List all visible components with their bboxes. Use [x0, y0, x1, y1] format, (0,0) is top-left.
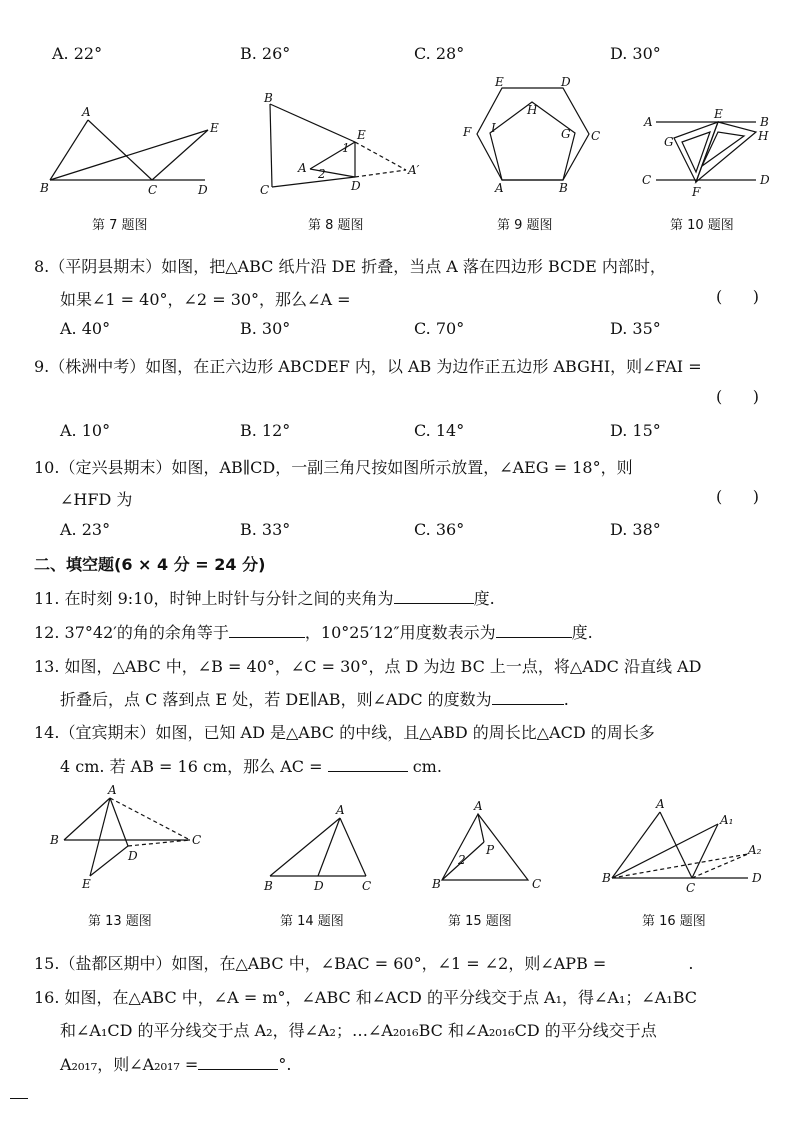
f15-label-b: B: [432, 877, 441, 891]
f9-label-d: D: [561, 75, 571, 89]
f8-line-be: [270, 104, 355, 142]
figure-9: [455, 75, 605, 198]
q9-option-b: B. 12°: [240, 421, 291, 440]
q15-text: 15.（盐都区期中）如图，在△ABC 中，∠BAC = 60°，∠1 = ∠2，则∠APB =: [34, 954, 607, 973]
f13-line-ad: [110, 798, 128, 846]
figure-14: [260, 803, 390, 896]
q10-option-b: B. 33°: [240, 520, 291, 539]
f16-label-a1: A₁: [720, 813, 734, 827]
f13-label-c: C: [192, 833, 202, 847]
q11-suffix: 度.: [473, 589, 495, 608]
f7-label-a: A: [82, 105, 91, 119]
f16-label-b: B: [602, 871, 611, 885]
f10-triangle-ruler-2: [696, 122, 756, 182]
f8-line-ad: [310, 169, 355, 177]
f8-label-a: A: [298, 161, 307, 175]
f10-label-c: C: [642, 173, 652, 187]
f16-line-ba1: [612, 824, 718, 878]
f10-label-b: B: [760, 115, 769, 129]
f13-label-e: E: [82, 877, 91, 891]
f9-label-h: H: [527, 103, 538, 117]
f7-label-b: B: [40, 181, 49, 195]
f10-label-g: G: [664, 135, 674, 149]
f8-label-c: C: [260, 183, 270, 197]
q9-option-a: A. 10°: [60, 421, 111, 440]
q11-text: 11. 在时刻 9:10，时钟上时针与分针之间的夹角为: [34, 589, 394, 608]
f9-label-e: E: [495, 75, 504, 89]
f16-label-a2: A₂: [748, 843, 762, 857]
f14-label-b: B: [264, 879, 273, 893]
q16-suffix: °.: [278, 1055, 292, 1074]
figure-8: [258, 92, 428, 202]
q10-option-c: C. 36°: [414, 520, 465, 539]
q13-line2: [60, 687, 569, 710]
section-2-heading: 二、填空题(6 × 4 分 = 24 分): [34, 555, 266, 574]
f15-triangle-abc: [442, 814, 528, 880]
q10-line2: ∠HFD 为: [60, 490, 133, 509]
q16-line3: [60, 1052, 291, 1075]
q10-option-a: A. 23°: [60, 520, 111, 539]
f16-label-d: D: [752, 871, 762, 885]
f14-label-a: A: [336, 803, 345, 817]
f9-label-i: I: [491, 121, 496, 135]
f13-label-d: D: [128, 849, 138, 863]
q8-answer-paren[interactable]: ( ): [716, 287, 759, 306]
figure-15: [428, 796, 548, 896]
q13-suffix: .: [563, 690, 569, 709]
f7-label-e: E: [210, 121, 219, 135]
q14-suffix: cm.: [412, 757, 442, 776]
caption-fig8: 第 8 题图: [308, 218, 364, 233]
f7-line-ce: [152, 130, 208, 180]
q15: [34, 951, 693, 974]
caption-fig9: 第 9 题图: [497, 218, 553, 233]
q10-line1: 10.（定兴县期末）如图，AB∥CD，一副三角尺按如图所示放置，∠AEG = 18°，则: [34, 458, 633, 477]
f7-label-d: D: [198, 183, 208, 197]
f8-label-2: 2: [318, 167, 326, 181]
f10-label-e: E: [714, 107, 723, 121]
q14-text: 4 cm. 若 AB = 16 cm，那么 AC =: [60, 757, 323, 776]
page-corner-mark: [10, 1098, 28, 1099]
q12-text-mid: ，10°25′12″用度数表示为: [304, 623, 496, 642]
f8-dash-da: [355, 170, 406, 177]
f13-dash-dc: [128, 840, 190, 846]
f10-label-f: F: [692, 185, 701, 199]
q10-answer-paren[interactable]: ( ): [716, 487, 759, 506]
q8-line1: 8.（平阴县期末）如图，把△ABC 纸片沿 DE 折叠，当点 A 落在四边形 BCDE 内部时，: [34, 257, 666, 276]
q12-suffix: 度.: [571, 623, 593, 642]
q8-option-b: B. 30°: [240, 319, 291, 338]
f8-label-1: 1: [342, 141, 350, 155]
q7-option-d: D. 30°: [610, 44, 661, 63]
f8-label-e: E: [357, 128, 366, 142]
q10-option-d: D. 38°: [610, 520, 661, 539]
q9-answer-paren[interactable]: ( ): [716, 387, 759, 406]
f8-line-cd: [272, 177, 355, 187]
f13-line-ae: [90, 798, 110, 876]
q16-line2: 和∠A₁CD 的平分线交于点 A₂，得∠A₂；…∠A₂₀₁₆BC 和∠A₂₀₁₆CD 的平分线交于点: [60, 1021, 657, 1040]
q9-option-c: C. 14°: [414, 421, 465, 440]
q11: [34, 586, 495, 609]
f7-line-ba: [50, 120, 88, 180]
q14-answer-blank[interactable]: [328, 757, 408, 772]
q12: [34, 620, 593, 643]
f16-dash-ba2: [612, 854, 748, 878]
q14-line1: 14.（宜宾期末）如图，已知 AD 是△ABC 的中线，且△ABD 的周长比△ACD 的周长多: [34, 723, 655, 742]
figure-10: [638, 107, 788, 210]
f13-label-b: B: [50, 833, 59, 847]
f14-line-ac: [340, 818, 366, 876]
f9-label-b: B: [559, 181, 568, 195]
q13-answer-blank[interactable]: [492, 690, 564, 705]
f8-label-b: B: [264, 91, 273, 105]
q16-text: A₂₀₁₇，则∠A₂₀₁₇ =: [60, 1055, 199, 1074]
f16-dash-ca2: [692, 854, 748, 878]
q9-line1: 9.（株洲中考）如图，在正六边形 ABCDEF 内，以 AB 为边作正五边形 ABGHI，则∠FAI =: [34, 357, 702, 376]
f15-label-p: P: [486, 843, 495, 857]
q16-line1: 16. 如图，在△ABC 中，∠A = m°，∠ABC 和∠ACD 的平分线交于点 A₁，得∠A₁；∠A₁BC: [34, 988, 698, 1007]
q8-option-a: A. 40°: [60, 319, 111, 338]
f14-label-d: D: [314, 879, 324, 893]
f7-line-be: [50, 130, 208, 180]
caption-fig14: 第 14 题图: [280, 914, 344, 929]
q8-option-d: D. 35°: [610, 319, 661, 338]
q13-text: 折叠后，点 C 落到点 E 处，若 DE∥AB，则∠ADC 的度数为: [60, 690, 492, 709]
f13-line-ab: [64, 798, 110, 840]
f15-label-a: A: [474, 799, 483, 813]
f7-line-ac: [88, 120, 152, 180]
f13-label-a: A: [108, 783, 117, 797]
q11-answer-blank[interactable]: [394, 589, 474, 604]
q8-line2: 如果∠1 = 40°，∠2 = 30°，那么∠A =: [60, 290, 351, 309]
f9-label-c: C: [591, 129, 601, 143]
f16-line-ca1: [692, 824, 718, 878]
f16-line-ab: [612, 812, 660, 878]
q13-line1: 13. 如图，△ABC 中，∠B = 40°，∠C = 30°，点 D 为边 BC 上一点，将△ADC 沿直线 AD: [34, 657, 702, 676]
caption-fig16: 第 16 题图: [642, 914, 706, 929]
f10-triangle-ruler-1-inner: [682, 132, 710, 172]
f8-line-bc: [270, 104, 272, 187]
f10-label-a: A: [644, 115, 653, 129]
caption-fig7: 第 7 题图: [92, 218, 148, 233]
q16-answer-blank[interactable]: [198, 1055, 278, 1070]
q14-line2: [60, 754, 442, 777]
q15-suffix: .: [688, 954, 694, 973]
f16-label-c: C: [686, 881, 696, 895]
figure-13: [40, 784, 210, 894]
f7-label-c: C: [148, 183, 158, 197]
q12-text: 12. 37°42′的角的余角等于: [34, 623, 229, 642]
q8-option-c: C. 70°: [414, 319, 465, 338]
f15-label-c: C: [532, 877, 542, 891]
f9-label-g: G: [561, 127, 571, 141]
f10-label-h: H: [758, 129, 769, 143]
caption-fig10: 第 10 题图: [670, 218, 734, 233]
figure-16: [598, 796, 778, 896]
f13-line-de: [90, 846, 128, 876]
q7-option-c: C. 28°: [414, 44, 465, 63]
f16-label-a: A: [656, 797, 665, 811]
f8-dash-ea: [355, 142, 406, 170]
q12-answer-blank-2[interactable]: [496, 623, 572, 638]
f8-label-aprime: A′: [408, 163, 420, 177]
caption-fig15: 第 15 题图: [448, 914, 512, 929]
f15-label-2: 2: [458, 853, 466, 867]
f9-label-a: A: [495, 181, 504, 195]
figure-7: [30, 100, 230, 210]
f10-label-d: D: [760, 173, 770, 187]
q9-option-d: D. 15°: [610, 421, 661, 440]
f13-dash-ac: [110, 798, 190, 840]
q12-answer-blank-1[interactable]: [229, 623, 305, 638]
f9-label-f: F: [463, 125, 472, 139]
q7-option-a: A. 22°: [52, 44, 103, 63]
q7-option-b: B. 26°: [240, 44, 291, 63]
caption-fig13: 第 13 题图: [88, 914, 152, 929]
f14-label-c: C: [362, 879, 372, 893]
f8-label-d: D: [351, 179, 361, 193]
